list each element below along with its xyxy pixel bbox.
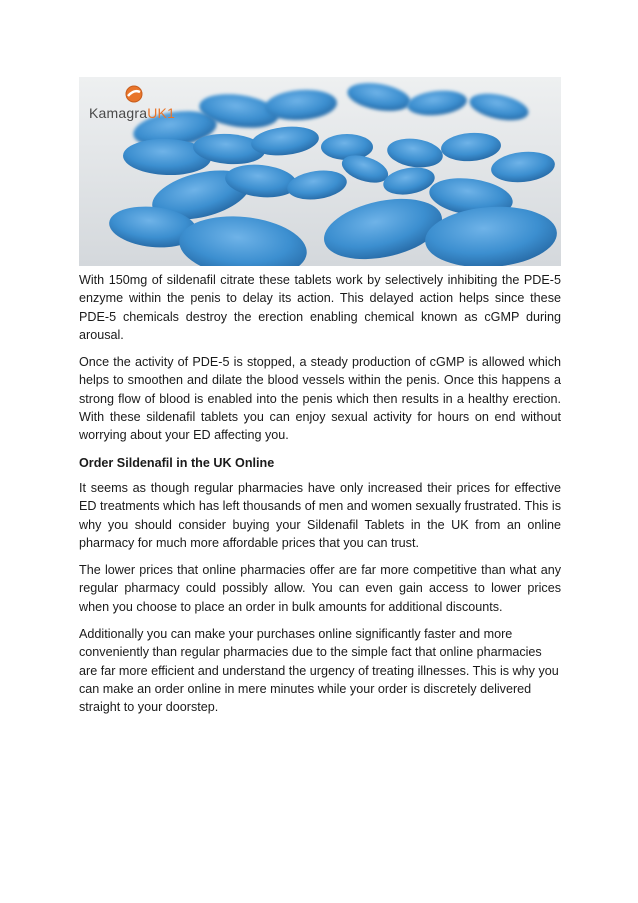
paragraph-lower-prices: The lower prices that online pharmacies offer are far more competitive than what any regular pharmacy could possibly allow. You can even gain access to lower prices when you choose to place an order in bulk amounts for additional discounts. [79, 563, 561, 614]
brand-name-part1: Kamagra [89, 105, 148, 121]
tablets-photo [79, 77, 561, 266]
paragraph-cgmp: Once the activity of PDE-5 is stopped, a steady production of cGMP is allowed which helps to smoothen and dilate the blood vessels within the penis. Once this happens a strong flow of blood is enabled into the penis which then results in a healthy erection. With these sildenafil tablets you can enjoy sexual activity for hours on end without worrying about your ED affecting you. [79, 355, 561, 443]
brand-logo [89, 83, 199, 133]
tablet-10 [321, 134, 373, 160]
section-heading: Order Sildenafil in the UK Online [79, 455, 275, 470]
paragraph-convenience: Additionally you can make your purchases online significantly faster and more conveniently than regular pharmacies due to the simple fact that online pharmacies are far more efficient and understand the urgency of treating illnesses. This is why you can make an order online in mere minutes while your order is discretely delivered straight to your doorstep. [79, 627, 559, 715]
capsule-logo-icon [123, 83, 145, 105]
brand-wordmark [89, 105, 175, 121]
article-body [79, 271, 561, 726]
brand-name-part2: UK1 [147, 105, 176, 121]
paragraph-pricing: It seems as though regular pharmacies have only increased their prices for effective ED treatments which has left thousands of men and women sexually frustrated. This is why you should consider buying your Sildenafil Tablets in the UK from an online pharmacy for much more affordable prices that you can trust. [79, 480, 561, 550]
paragraph-mechanism: With 150mg of sildenafil citrate these tablets work by selectively inhibiting the PDE-5 enzyme within the penis to delay its action. This delayed action helps since these PDE-5 chemicals destroy the erection enabling chemical known as cGMP during arousal. [79, 273, 561, 342]
